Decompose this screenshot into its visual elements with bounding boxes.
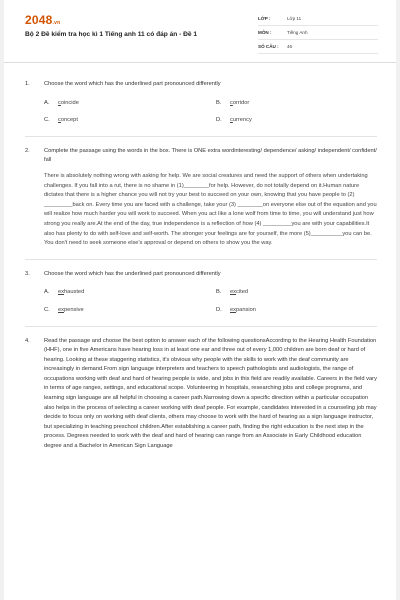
document-page [4,0,396,600]
question-divider [25,136,377,137]
question [25,337,377,452]
answer-option[interactable] [44,99,216,109]
meta-label: MÔN : [258,30,272,35]
option-letter: C. [44,117,50,124]
meta-value: 46 [287,44,293,49]
document-title: Bộ 2 Đề kiểm tra học kì 1 Tiếng anh 11 có đáp án - Đề 1 [25,31,198,38]
meta-label: SỐ CÂU : [258,44,279,49]
question [25,270,377,316]
option-rest: orridor [232,99,250,106]
meta-row-class [258,14,378,26]
option-underline: ex [58,306,65,313]
question-divider [25,326,377,327]
option-text [230,116,252,126]
option-text [230,99,249,109]
answer-option[interactable] [44,116,216,126]
question-prompt: Read the passage and choose the best option to answer each of the following questionsAccording to the Hearing Health Foundation (HHF), one in five Americans have hearing loss in at least one ear and three out of every 1,000 children are born deaf or hard of hearing. Looking at these staggering statistics, it's obvious why people with the skills to work with the deaf community are increasingly in demand.From sign language interpreters and teachers to speech pathologists and audiologists, the range of occupations working with deaf and hard of hearing people is wide, and jobs in this field are readily available. Careers in the field vary in terms of age ranges, settings, and educational scope. Volunteering in hospitals, researching jobs and college programs, and learning sign language are all helpful in choosing a career path.Narrowing down a specific direction within a particular occupation also helps in the process of selecting a career working with deaf people. For example, candidates interested in a counseling job may decide to focus only on working with deaf clients, others may choose to work with the hard of hearing as a sign language instructor, but specializing in teaching preschool children.After establishing a career path, finding the right education is the next step in the process. Degrees needed to work with the deaf and hard of hearing can range from an Associate in Early Childhood education degree and a Bachelor in American Sign Language [44,337,377,450]
option-text [58,116,78,126]
option-underline: c [230,117,233,124]
question-number: 2. [25,147,30,154]
answer-option[interactable] [216,99,366,109]
question-number: 3. [25,270,30,277]
option-text [58,99,79,109]
option-underline: c [58,117,61,124]
answer-options [44,288,377,315]
meta-label: LỚP : [258,16,271,21]
option-underline: ex [58,289,65,296]
option-rest: oincide [60,99,79,106]
question-divider [25,259,377,260]
question [25,147,377,249]
answer-option[interactable] [216,288,366,298]
meta-row-subject [258,28,378,40]
question-number: 4. [25,337,30,344]
option-text [58,288,84,298]
option-underline: c [58,99,61,106]
option-rest: cited [236,289,249,296]
option-letter: A. [44,99,50,106]
option-text [230,288,248,298]
exam-meta [258,14,378,56]
question-prompt: Choose the word which has the underlined part pronounced differently [44,270,221,277]
option-letter: D. [216,117,222,124]
meta-row-count [258,42,378,54]
option-text [230,306,256,316]
option-letter: A. [44,289,50,296]
answer-option[interactable] [44,288,216,298]
option-letter: B. [216,289,222,296]
document-header [4,0,396,63]
option-underline: ex [230,306,237,313]
option-letter: D. [216,306,222,313]
option-underline: ex [230,289,237,296]
option-text [58,306,84,316]
answer-option[interactable] [216,306,366,316]
question [25,80,377,126]
option-letter: C. [44,306,50,313]
question-list [25,80,377,452]
option-rest: pansion [236,306,256,313]
logo-suffix: .vn [52,20,61,26]
reading-passage [44,172,377,249]
option-rest: urrency [232,117,252,124]
answer-option[interactable] [216,116,366,126]
logo-text: 2048 [25,13,53,27]
option-underline: c [230,99,233,106]
option-rest: hausted [64,289,85,296]
option-rest: oncept [60,117,78,124]
site-logo[interactable] [25,13,60,27]
question-number: 1. [25,81,30,87]
meta-value: Lớp 11 [287,16,302,21]
meta-value: Tiếng Anh [287,30,308,35]
option-letter: B. [216,99,222,106]
question-prompt: Choose the word which has the underlined part pronounced differently [44,81,221,87]
passage-text: There is absolutely nothing wrong with asking for help. We are social creatures and need the support of others when undertaking challenges. If you fall into a rut, there is no shame in (1)________for help. However, do not totally depend on it.Human nature dictates that there is a higher chance you will not try your best to succeed on your own, knowing that you have people to (2) _________back on. Every time you are faced with a challenge, take your (3) ________on everyone else out of the equation and you will realize how much harder you will work to succeed. When you act like a lone wolf from time to time, you will understand just how strong you really are.At the end of the day, true independence is a reflection of how (4) _________you are with your capabilities.It also has plenty to do with self-love and self-worth. The stronger your feelings are for yourself, the more (5)__________you can be. You don't need to seek someone else's approval or depend on others to show you the way. [44,172,377,247]
option-rest: pensive [64,306,84,313]
answer-option[interactable] [44,306,216,316]
answer-options [44,99,377,126]
question-prompt: Complete the passage using the words in the box. There is ONE extra wordinteresting/ dependence/ asking/ independent/ confident/ fall [44,147,377,164]
